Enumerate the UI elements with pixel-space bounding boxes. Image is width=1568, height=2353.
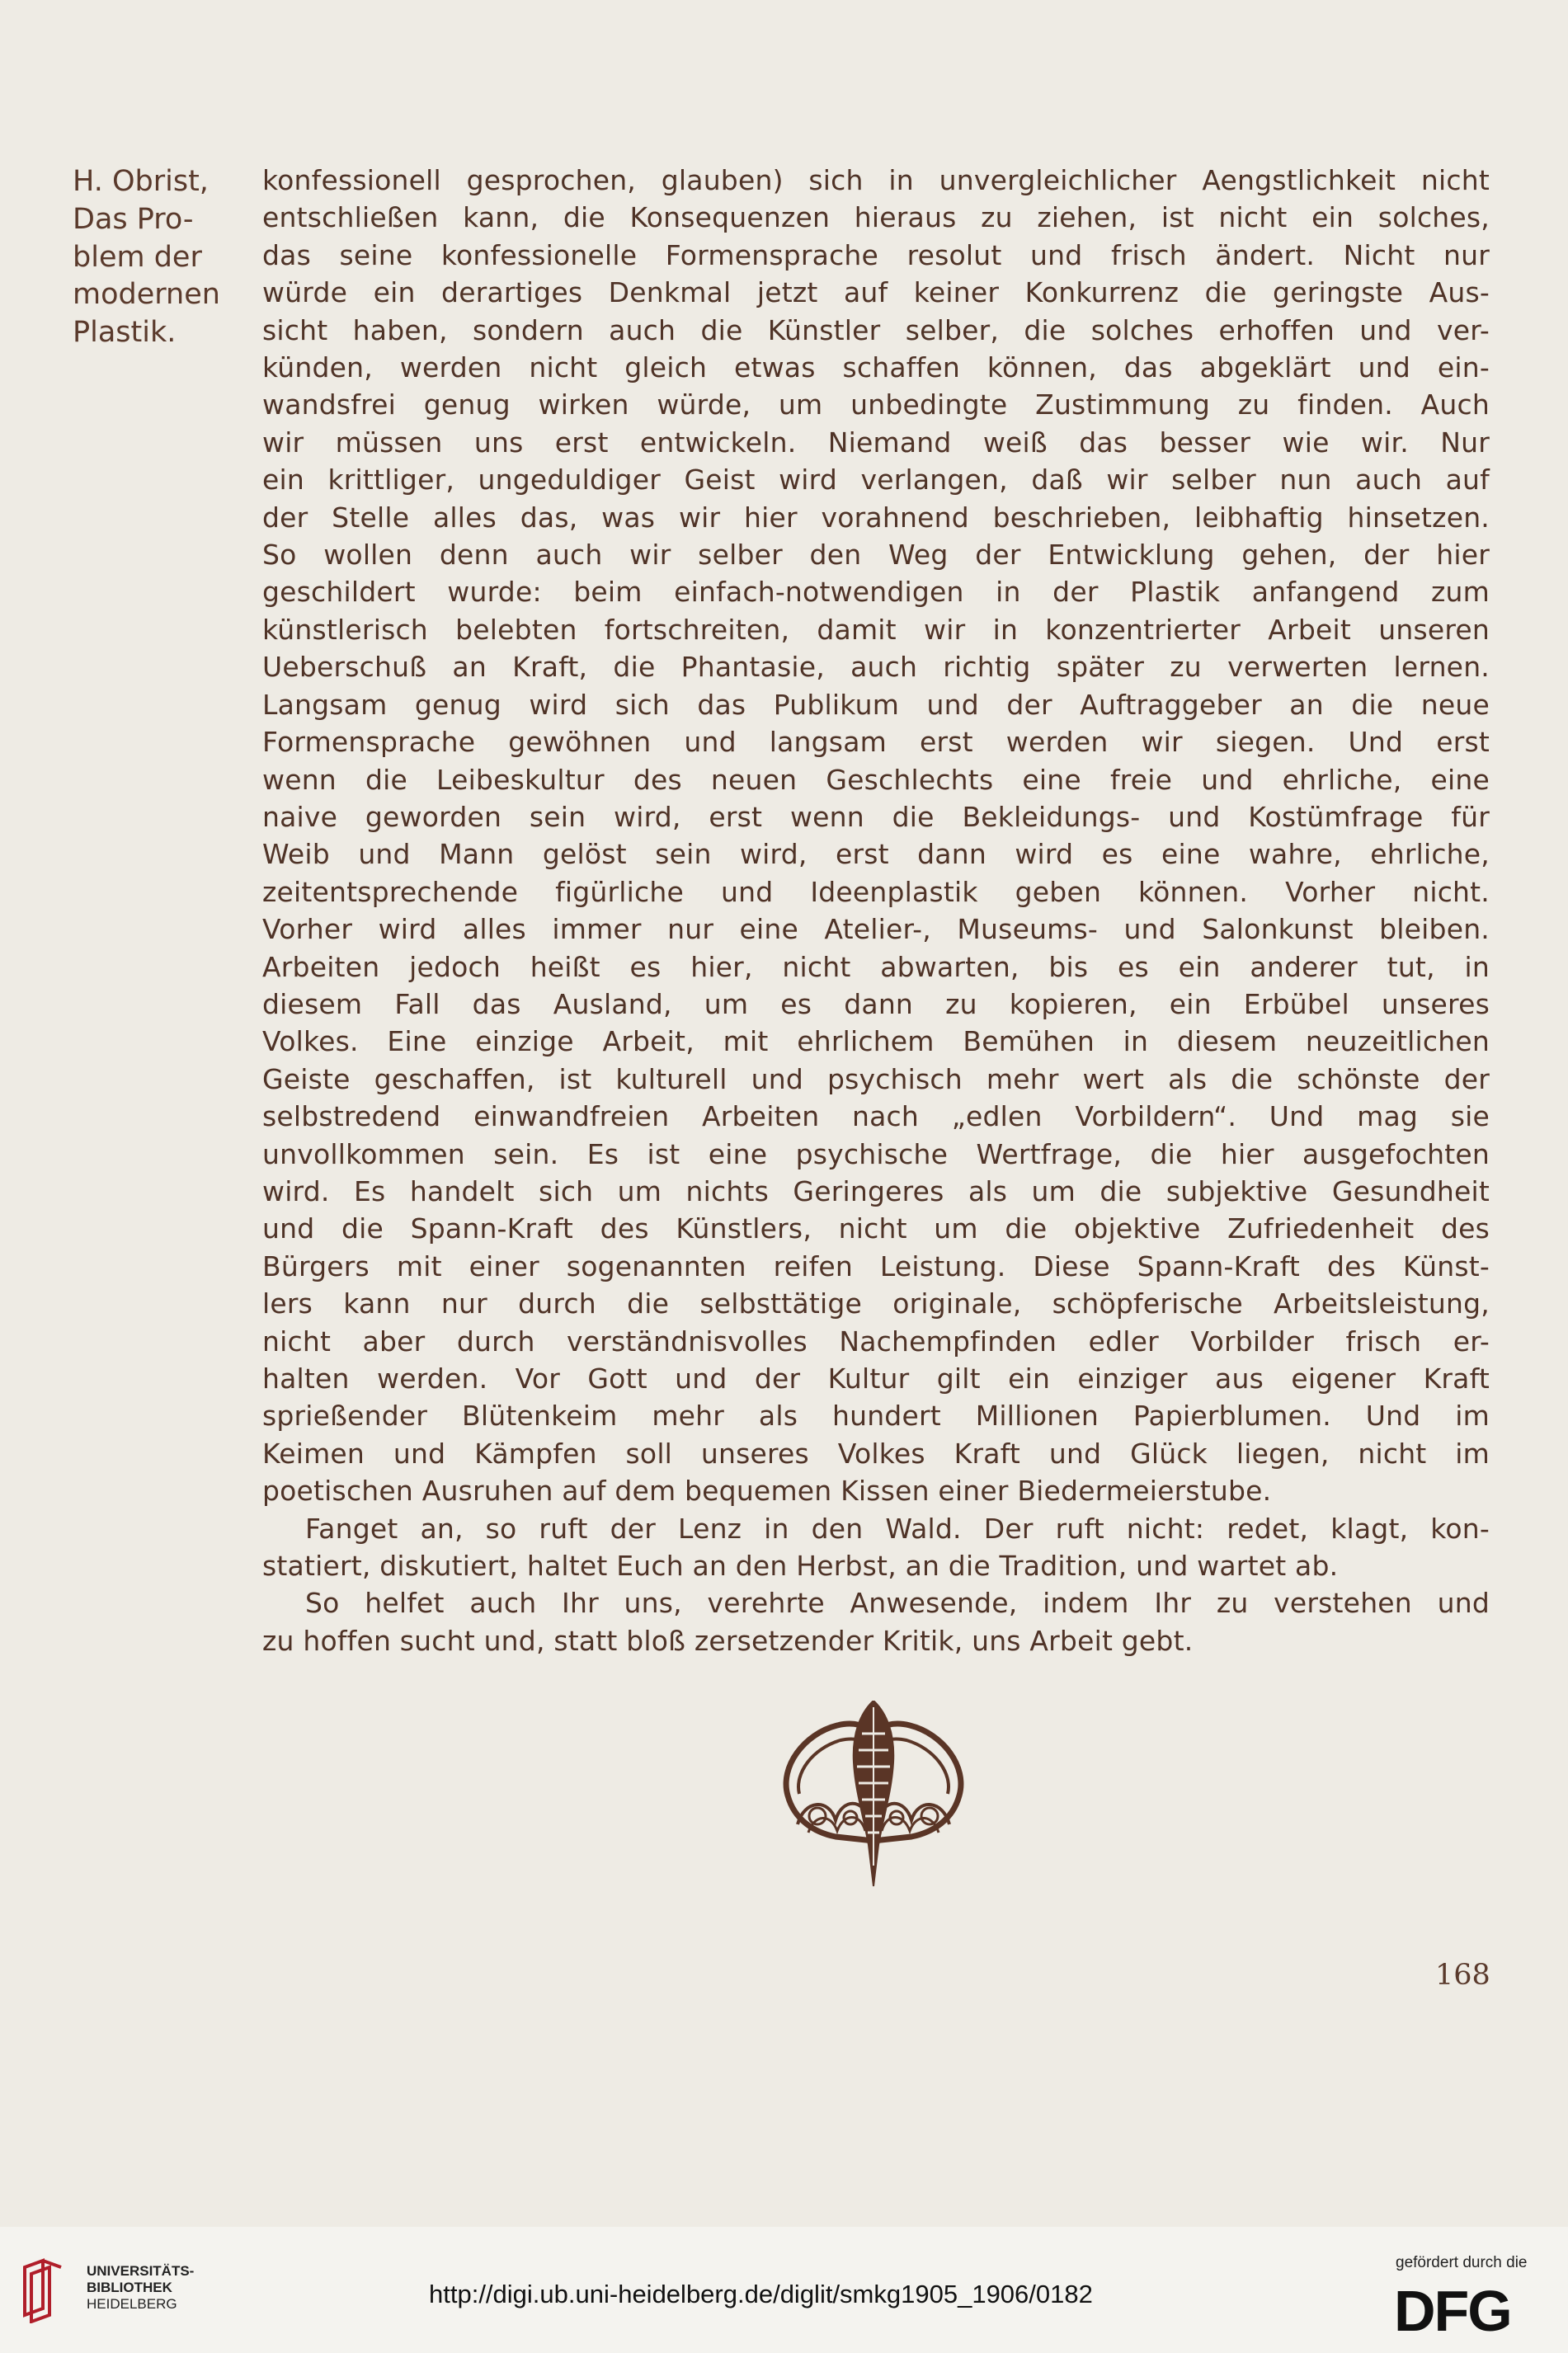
text-line: Formensprache gewöhnen und langsam erst werden wir siegen. Und erst [262, 726, 1490, 759]
text-line: So wollen denn auch wir selber den Weg der Entwicklung gehen, der hier [262, 539, 1490, 572]
library-logo-icon [18, 2257, 71, 2323]
text-line: So helfet auch Ihr uns, verehrte Anwesende, indem Ihr zu verstehen und [305, 1587, 1490, 1620]
text-line: ein krittliger, ungeduldiger Geist wird verlangen, daß wir selber nun auch auf [262, 464, 1490, 496]
page-number: 168 [1435, 1959, 1490, 1992]
floral-ornament-icon [771, 1701, 976, 1890]
text-line: Vorher wird alles immer nur eine Atelier-, Museums- und Salonkunst bleiben. [262, 913, 1490, 946]
marginal-line: Plastik. [73, 316, 177, 350]
text-line: sprießender Blütenkeim mehr als hundert Millionen Papierblumen. Und im [262, 1400, 1490, 1433]
library-name [87, 2263, 194, 2313]
text-line: Arbeiten jedoch heißt es hier, nicht abwarten, bis es ein anderer tut, in [262, 950, 1490, 983]
text-line: Weib und Mann gelöst sein wird, erst dann wird es eine wahre, ehrliche, [262, 838, 1490, 871]
text-line: konfessionell gesprochen, glauben) sich in unvergleichlicher Aengstlichkeit nicht [262, 164, 1490, 196]
text-line: zu hoffen sucht und, statt bloß zersetzender Kritik, uns Arbeit gebt. [262, 1624, 1194, 1657]
marginal-line: H. Obrist, [73, 165, 209, 198]
text-line: statiert, diskutiert, haltet Euch an den Herbst, an die Tradition, und wartet ab. [262, 1550, 1339, 1583]
text-line: selbstredend einwandfreien Arbeiten nach „edlen Vorbildern“. Und mag sie [262, 1100, 1490, 1133]
marginal-line: modernen [73, 278, 220, 312]
text-line: und die Spann-Kraft des Künstlers, nicht um die objektive Zufriedenheit des [262, 1212, 1490, 1245]
text-line: halten werden. Vor Gott und der Kultur gilt ein einziger aus eigener Kraft [262, 1362, 1490, 1395]
text-line: poetischen Ausruhen auf dem bequemen Kissen einer Biedermeierstube. [262, 1475, 1272, 1508]
text-line: lers kann nur durch die selbsttätige originale, schöpferische Arbeitsleistung, [262, 1287, 1490, 1320]
text-line: Keimen und Kämpfen soll unseres Volkes Kraft und Glück liegen, nicht im [262, 1437, 1490, 1470]
text-line: unvollkommen sein. Es ist eine psychische Wertfrage, die hier ausgefochten [262, 1137, 1490, 1170]
library-name-line: HEIDELBERG [87, 2296, 177, 2312]
document-url-link[interactable]: http://digi.ub.uni-heidelberg.de/diglit/smkg1905_1906/0182 [429, 2280, 1093, 2308]
dfg-logo: DFG [1394, 2279, 1511, 2343]
text-line: sicht haben, sondern auch die Künstler selber, die solches erhoffen und ver- [262, 313, 1490, 346]
text-line: Ueberschuß an Kraft, die Phantasie, auch richtig später zu verwerten lernen. [262, 651, 1490, 684]
text-line: wenn die Leibeskultur des neuen Geschlechts eine freie und ehrliche, eine [262, 763, 1490, 796]
library-name-line: UNIVERSITÄTS- [87, 2263, 195, 2279]
text-line: wir müssen uns erst entwickeln. Niemand weiß das besser wie wir. Nur [262, 426, 1490, 459]
body-text [262, 162, 1490, 1659]
text-line: diesem Fall das Ausland, um es dann zu kopieren, ein Erbübel unseres [262, 987, 1490, 1020]
library-name-line: BIBLIOTHEK [87, 2280, 172, 2295]
text-line: künden, werden nicht gleich etwas schaffen können, das abgeklärt und ein- [262, 351, 1490, 384]
funded-by-label: gefördert durch die [1396, 2254, 1528, 2271]
marginal-note [73, 163, 238, 352]
text-line: Bürgers mit einer sogenannten reifen Leistung. Diese Spann-Kraft des Künst- [262, 1249, 1490, 1282]
text-line: Langsam genug wird sich das Publikum und der Auftraggeber an die neue [262, 688, 1490, 721]
text-line: Fanget an, so ruft der Lenz in den Wald. Der ruft nicht: redet, klagt, kon- [305, 1512, 1490, 1545]
text-line: wird. Es handelt sich um nichts Geringeres als um die subjektive Gesundheit [262, 1174, 1490, 1207]
text-line: Geiste geschaffen, ist kulturell und psychisch mehr wert als die schönste der [262, 1062, 1490, 1095]
text-line: wandsfrei genug wirken würde, um unbedingte Zustimmung zu finden. Auch [262, 388, 1490, 421]
text-line: Volkes. Eine einzige Arbeit, mit ehrlichem Bemühen in diesem neuzeitlichen [262, 1025, 1490, 1058]
text-line: würde ein derartiges Denkmal jetzt auf keiner Konkurrenz die geringste Aus- [262, 276, 1490, 309]
text-line: entschließen kann, die Konsequenzen hieraus zu ziehen, ist nicht ein solches, [262, 201, 1490, 234]
text-line: der Stelle alles das, was wir hier vorahnend beschrieben, leibhaftig hinsetzen. [262, 501, 1490, 534]
text-line: das seine konfessionelle Formensprache resolut und frisch ändert. Nicht nur [262, 238, 1490, 271]
text-line: nicht aber durch verständnisvolles Nachempfinden edler Vorbilder frisch er- [262, 1325, 1490, 1358]
marginal-line: Das Pro- [73, 202, 194, 236]
marginal-line: blem der [73, 240, 202, 274]
text-line: geschildert wurde: beim einfach-notwendigen in der Plastik anfangend zum [262, 576, 1490, 609]
text-line: künstlerisch belebten fortschreiten, damit wir in konzentrierter Arbeit unseren [262, 613, 1490, 646]
text-line: zeitentsprechende figürliche und Ideenplastik geben können. Vorher nicht. [262, 875, 1490, 908]
text-line: naive geworden sein wird, erst wenn die Bekleidungs- und Kostümfrage für [262, 800, 1490, 833]
